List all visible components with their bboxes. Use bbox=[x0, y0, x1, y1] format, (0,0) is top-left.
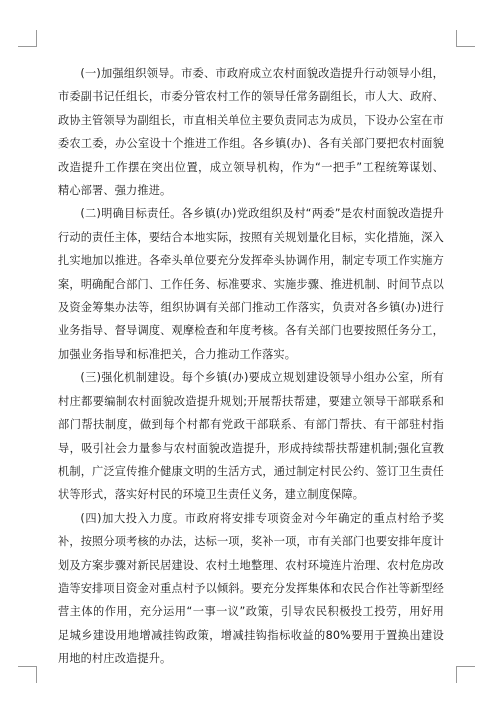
crop-mark-top-left bbox=[18, 30, 37, 47]
paragraph-strengthen-leadership: (一)加强组织领导。市委、市政府成立农村面貌改造提升行动领导小组，市委副书记任组长，市委分管农村工作的领导任常务副组长，市人大、政府、政协主管领导为副组长，市直相关单位主要负责同志为成员，下设办公室在市委农工委，办公室设十个推进工作组。各乡镇(办)、各有关部门要把农村面貌改造提升工作摆在突出位置，成立领导机构，作为“一把手”工程统筹谋划、精心部署、强力推进。 bbox=[58, 67, 444, 198]
crop-mark-bottom-right bbox=[456, 666, 475, 683]
paragraph-increase-investment: (四)加大投入力度。市政府将安排专项资金对今年确定的重点村给予奖补，按照分项考核的办法，达标一项，奖补一项，市有关部门也要安排年度计划及方案步骤对新民居建设、农村土地整理、农村环境连片治理、农村危房改造等安排项目资金对重点村予以倾斜。要充分发挥集体和农民合作社等新型经营主体的作用，充分运用“一事一议”政策，引导农民积极投工投劳，用好用足城乡建设用地增减挂钩政策，增减挂钩指标收益的80%要用于置换出建设用地的村庄改造提升。 bbox=[58, 511, 444, 666]
crop-mark-top-right bbox=[456, 30, 475, 47]
paragraph-clarify-responsibility: (二)明确目标责任。各乡镇(办)党政组织及村“两委”是农村面貌改造提升行动的责任主体，要结合本地实际，按照有关规划量化目标，实化措施，深入扎实地加以推进。各牵头单位要充分发挥牵头协调作用，制定专项工作实施方案，明确配合部门、工作任务、标准要求、实施步骤、推进机制、时间节点以及资金筹集办法等，组织协调有关部门推动工作落实，负责对各乡镇(办)进行业务指导、督导调度、观摩检查和年度考核。各有关部门也要按照任务分工，加强业务指导和标准把关，合力推动工作落实。 bbox=[58, 207, 444, 361]
document-body bbox=[58, 62, 444, 671]
crop-mark-bottom-left bbox=[18, 666, 37, 683]
paragraph-mechanism-building: (三)强化机制建设。每个乡镇(办)要成立规划建设领导小组办公室，所有村庄都要编制农村面貌改造提升规划;开展帮扶帮建，要建立领导干部联系和部门帮扶制度，做到每个村都有党政干部联系、有部门帮扶、有干部驻村指导，吸引社会力量参与农村面貌改造提升，形成持续帮扶帮建机制;强化宣教机制，广泛宣传推介健康文明的生活方式，通过制定村民公约、签订卫生责任状等形式，落实好村民的环境卫生责任义务，建立制度保障。 bbox=[58, 371, 444, 502]
